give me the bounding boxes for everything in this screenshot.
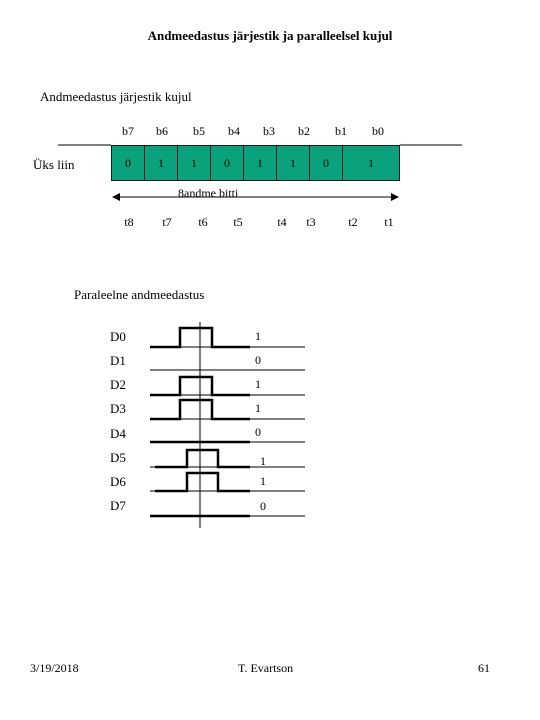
time-label: t5 [233,215,243,229]
slide-title: Andmeedastus järjestik ja paralleelsel kujul [147,28,393,43]
data-line-label: D7 [110,498,126,513]
data-line-value: 1 [260,454,266,468]
bit-cell: 0 [309,145,343,181]
data-line-value: 0 [260,499,266,513]
time-label: t8 [124,215,134,229]
time-label: t3 [306,215,316,229]
bit-cell: 1 [177,145,211,181]
bit-cell: 1 [342,145,400,181]
time-label: t4 [277,215,287,229]
data-line-label: D5 [110,450,126,465]
bit-cell: 1 [144,145,178,181]
footer-date: 3/19/2018 [30,661,79,675]
data-line-label: D1 [110,353,126,368]
time-label: t7 [162,215,172,229]
data-line-label: D2 [110,377,126,392]
data-line-value: 0 [255,353,261,367]
bit-label: b7 [122,124,134,138]
bit-cell: 1 [243,145,277,181]
bit-label: b6 [156,124,168,138]
page-number: 61 [478,661,490,675]
bit-label: b0 [372,124,384,138]
d6-pulse [155,473,250,491]
bit-cell: 0 [111,145,145,181]
time-label: t6 [198,215,208,229]
d5-pulse [155,450,250,467]
bit-label: b1 [335,124,347,138]
bit-label: b5 [193,124,205,138]
bit-cell: 1 [276,145,310,181]
data-line-value: 1 [255,329,261,343]
time-label: t2 [348,215,358,229]
bit-label: b4 [228,124,240,138]
data-line-label: D0 [110,329,126,344]
data-line-value: 1 [255,377,261,391]
data-line-label: D3 [110,401,126,416]
footer-author: T. Evartson [238,661,294,675]
line-label: Üks liin [33,157,75,172]
bit-cell: 0 [210,145,244,181]
bit-label: b3 [263,124,275,138]
serial-heading: Andmeedastus järjestik kujul [40,89,192,104]
data-line-label: D4 [110,426,126,441]
bit-label: b2 [298,124,310,138]
parallel-heading: Paraleelne andmeedastus [74,287,205,302]
time-label: t1 [384,215,394,229]
data-line-value: 0 [255,425,261,439]
span-label: 8andme bitti [178,186,239,200]
data-line-value: 1 [260,474,266,488]
data-line-value: 1 [255,401,261,415]
data-line-label: D6 [110,474,126,489]
